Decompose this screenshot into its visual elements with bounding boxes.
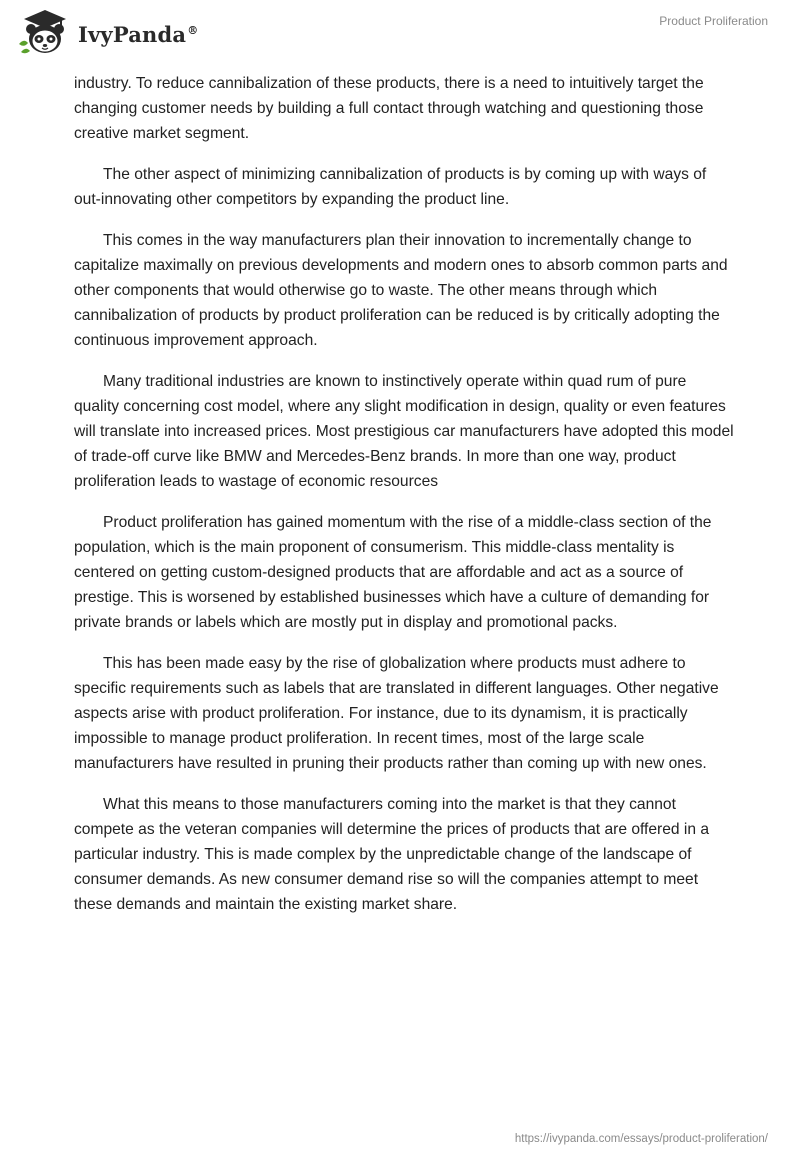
document-title: Product Proliferation xyxy=(659,14,768,28)
panda-graduate-icon xyxy=(16,8,74,56)
paragraph: What this means to those manufacturers coming into the market is that they cannot compete as the veteran companies will determine the prices of products that are offered in a particular industry. This is made complex by the unpredictable change of the landscape of consumer demands. As new consumer demand rise so will the companies attempt to meet these demands and maintain the existing market share. xyxy=(74,796,710,913)
page-header xyxy=(0,0,800,70)
paragraph: This has been made easy by the rise of globalization where products must adhere to specific requirements such as labels that are translated in different languages. Other negative aspects arise with product proliferation. For instance, due to its dynamism, it is practically impossible to manage product proliferation. In recent times, most of the large scale manufacturers have resulted in pruning their products rather than coming up with new ones. xyxy=(74,655,719,772)
source-url[interactable]: https://ivypanda.com/essays/product-proliferation/ xyxy=(514,1133,768,1145)
paragraph: This comes in the way manufacturers plan their innovation to incrementally change to capitalize maximally on previous developments and modern ones to absorb common parts and other components that would otherwise go to waste. The other means through which cannibalization of products by product proliferation can be reduced is by critically adopting the continuous improvement approach. xyxy=(74,232,728,349)
paragraph: Many traditional industries are known to instinctively operate within quad rum of pure quality concerning cost model, where any slight modification in design, quality or even features will translate into increased prices. Most prestigious car manufacturers have adopted this model of trade-off curve like BMW and Mercedes-Benz brands. In more than one way, product proliferation leads to wastage of economic resources xyxy=(74,373,734,490)
essay-body xyxy=(74,71,734,933)
registered-mark: ® xyxy=(187,23,199,37)
ivypanda-logo[interactable] xyxy=(16,8,198,56)
brand-name: IvyPanda® xyxy=(78,21,199,47)
paragraph: Product proliferation has gained momentum with the rise of a middle-class section of the population, which is the main proponent of consumerism. This middle-class mentality is centered on getting custom-designed products that are affordable and act as a source of prestige. This is worsened by established businesses which have a culture of demanding for private brands or labels which are mostly put in display and promotional packs. xyxy=(74,514,712,631)
paragraph: industry. To reduce cannibalization of these products, there is a need to intuitively target the changing customer needs by building a full contact through watching and questioning those creative market segment. xyxy=(74,75,704,142)
paragraph: The other aspect of minimizing cannibalization of products is by coming up with ways of out-innovating other competitors by expanding the product line. xyxy=(74,166,707,208)
